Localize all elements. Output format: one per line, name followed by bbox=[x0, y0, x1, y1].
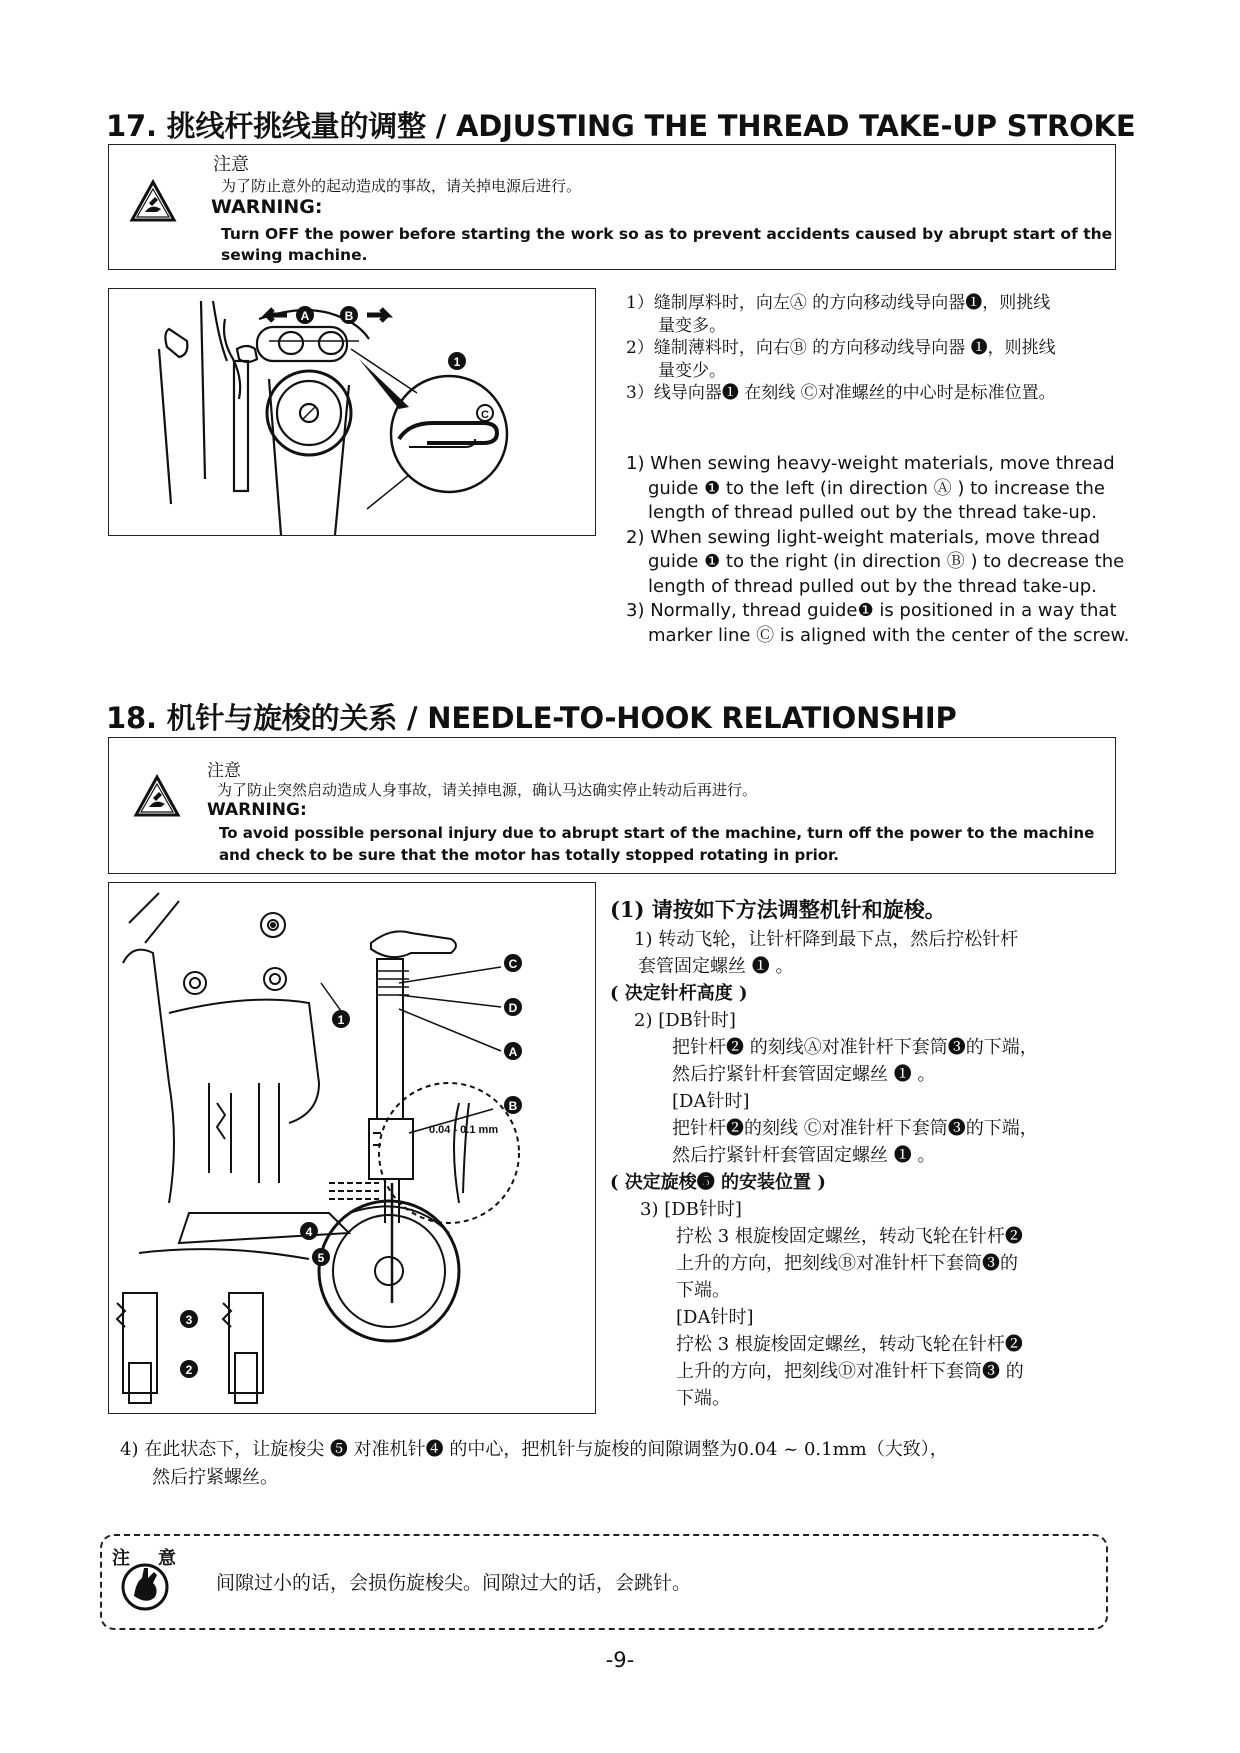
sec18-s3-db-b: 上升的方向，把刻线Ⓑ对准针杆下套筒❸的 bbox=[676, 1253, 1018, 1274]
warning-text-line1: Turn OFF the power before starting the work so as to prevent accidents caused by abrupt start of the bbox=[221, 225, 1113, 243]
sec18-s2-da: [DA针时] bbox=[672, 1091, 750, 1112]
note-tag-right: 意 bbox=[158, 1548, 176, 1569]
sec17-cn-3: 3）线导向器❶ 在刻线 Ⓒ对准螺丝的中心时是标准位置。 bbox=[626, 383, 1056, 403]
sec18-s4a: 4) 在此状态下，让旋梭尖 ❺ 对准机针❹ 的中心，把机针与旋梭的间隙调整为0.04 ~ 0.1mm（大致）， bbox=[120, 1439, 948, 1460]
thread-guide-diagram bbox=[109, 289, 595, 535]
sec18-s2-db: 2) [DB针时] bbox=[634, 1010, 736, 1031]
warning-text-line2: and check to be sure that the motor has totally stopped rotating in prior. bbox=[219, 846, 840, 864]
sec17-en-3a: 3) Normally, thread guide❶ is positioned in a way that bbox=[626, 600, 1117, 621]
section-18-title: 18. 机针与旋梭的关系 / NEEDLE-TO-HOOK RELATIONSHIP bbox=[106, 701, 957, 735]
sec18-s3-da: [DA针时] bbox=[676, 1307, 754, 1328]
sec18-s3-da-c: 下端。 bbox=[676, 1388, 730, 1409]
caution-cn-text: 为了防止意外的起动造成的事故，请关掉电源后进行。 bbox=[221, 177, 582, 195]
fig18-gap-label: 0.04 - 0.1 mm bbox=[429, 1124, 499, 1136]
page-number: -9- bbox=[605, 1648, 635, 1672]
figure-thread-guide bbox=[108, 288, 596, 536]
sec17-en-1a: 1) When sewing heavy-weight materials, move thread bbox=[626, 453, 1115, 474]
fig18-label-D: D bbox=[508, 1001, 518, 1015]
warning-label: WARNING: bbox=[211, 196, 323, 218]
fig18-label-1: 1 bbox=[337, 1013, 345, 1027]
sec18-s3-da-a: 拧松 3 根旋梭固定螺丝，转动飞轮在针杆❷ bbox=[676, 1334, 1023, 1355]
sec17-cn-2a: 2）缝制薄料时，向右Ⓑ 的方向移动线导向器 ❶，则挑线 bbox=[626, 338, 1056, 358]
fig-label-A: A bbox=[300, 309, 310, 323]
sec18-s3-da-b: 上升的方向，把刻线Ⓓ对准针杆下套筒❸ 的 bbox=[676, 1361, 1024, 1382]
warning-label: WARNING: bbox=[207, 800, 307, 820]
needle-hook-diagram bbox=[109, 883, 595, 1413]
sec18-step-title: (1) 请按如下方法调整机针和旋梭。 bbox=[610, 897, 946, 922]
sec17-cn-2b: 量变少。 bbox=[658, 360, 726, 381]
warning-box-18 bbox=[108, 737, 1116, 874]
fig18-label-C: C bbox=[508, 957, 518, 971]
sec17-en-2b: guide ❶ to the right (in direction Ⓑ ) to decrease the bbox=[648, 551, 1125, 572]
fig18-label-2: 2 bbox=[185, 1363, 193, 1377]
fig-label-1: 1 bbox=[453, 355, 461, 369]
caution-cn-title: 注意 bbox=[213, 154, 249, 175]
fig-label-C: C bbox=[481, 409, 489, 421]
sec18-hook-heading: ( 决定旋梭❺ 的安装位置 ) bbox=[610, 1172, 826, 1193]
note-tag-left: 注 bbox=[112, 1548, 130, 1569]
caution-cn-title: 注意 bbox=[207, 761, 241, 781]
sec17-cn-1b: 量变多。 bbox=[658, 315, 726, 336]
sec18-s2-da-b: 然后拧紧针杆套管固定螺丝 ❶ 。 bbox=[672, 1145, 936, 1166]
sec18-s2-da-a: 把针杆❷的刻线 Ⓒ对准针杆下套筒❸的下端， bbox=[672, 1118, 1038, 1139]
sec17-en-2a: 2) When sewing light-weight materials, move thread bbox=[626, 526, 1101, 548]
sec18-steps bbox=[610, 926, 1038, 1412]
fig18-label-5: 5 bbox=[317, 1251, 325, 1265]
sec18-s1a: 1) 转动飞轮，让针杆降到最下点，然后拧松针杆 bbox=[634, 929, 1019, 950]
note-text: 间隙过小的话，会损伤旋梭尖。间隙过大的话，会跳针。 bbox=[216, 1572, 692, 1594]
fig-label-B: B bbox=[344, 309, 354, 323]
sec18-s2-db-a: 把针杆❷ 的刻线Ⓐ对准针杆下套筒❸的下端， bbox=[672, 1037, 1038, 1058]
caution-cn-text: 为了防止突然启动造成人身事故，请关掉电源，确认马达确实停止转动后再进行。 bbox=[217, 781, 758, 799]
caution-hand-icon bbox=[120, 1562, 170, 1612]
sec17-en-3b: marker line Ⓒ is aligned with the center of the screw. bbox=[648, 624, 1130, 646]
fig18-label-4: 4 bbox=[305, 1225, 313, 1239]
sec18-height-heading: ( 决定针杆高度 ) bbox=[610, 983, 748, 1004]
warning-triangle-icon bbox=[129, 179, 177, 223]
sec18-s2-db-b: 然后拧紧针杆套管固定螺丝 ❶ 。 bbox=[672, 1064, 936, 1085]
sec17-en-1b: guide ❶ to the left (in direction Ⓐ ) to increase the bbox=[648, 477, 1105, 499]
sec18-s3-db-a: 拧松 3 根旋梭固定螺丝，转动飞轮在针杆❷ bbox=[676, 1226, 1023, 1247]
sec18-s1b: 套管固定螺丝 ❶ 。 bbox=[638, 956, 794, 977]
figure-needle-hook bbox=[108, 882, 596, 1414]
sec17-en-2c: length of thread pulled out by the thread take-up. bbox=[648, 575, 1097, 597]
sec18-s3-db: 3) [DB针时] bbox=[640, 1199, 742, 1220]
sec17-en-steps bbox=[626, 452, 1129, 648]
warning-text-line1: To avoid possible personal injury due to abrupt start of the machine, turn off the power to the machine bbox=[219, 824, 1095, 842]
note-box bbox=[100, 1534, 1108, 1630]
warning-text-line2: sewing machine. bbox=[221, 246, 368, 264]
sec17-en-1c: length of thread pulled out by the thread take-up. bbox=[648, 502, 1097, 523]
fig18-label-A: A bbox=[508, 1045, 518, 1059]
sec18-s3-db-c: 下端。 bbox=[676, 1280, 730, 1301]
sec17-cn-1a: 1）缝制厚料时，向左Ⓐ 的方向移动线导向器❶，则挑线 bbox=[626, 293, 1051, 313]
fig18-label-3: 3 bbox=[185, 1313, 193, 1327]
section-17-title: 17. 挑线杆挑线量的调整 / ADJUSTING THE THREAD TAKE-UP STROKE bbox=[106, 109, 1136, 143]
warning-triangle-icon bbox=[133, 774, 181, 818]
warning-box-17 bbox=[108, 144, 1116, 270]
sec18-s4b: 然后拧紧螺丝。 bbox=[152, 1467, 278, 1488]
fig18-label-B: B bbox=[508, 1099, 518, 1113]
sec17-cn-steps bbox=[626, 292, 1056, 405]
